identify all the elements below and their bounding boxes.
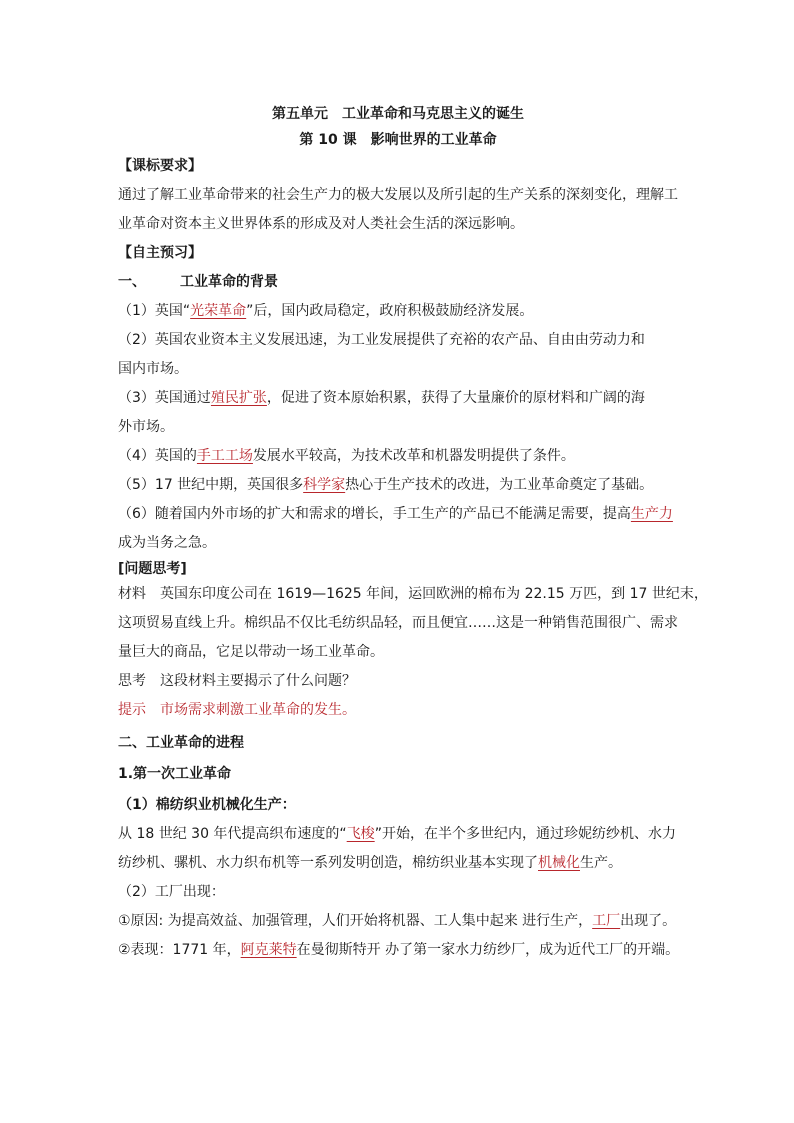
lesson-title: 第 10 课 影响世界的工业革命	[299, 132, 497, 148]
section1-title: 工业革命的背景	[180, 274, 278, 290]
keyword-arkwright: 阿克莱特	[240, 942, 297, 958]
document-page	[118, 96, 708, 965]
p2-line-b: ②表现：1771 年，阿克莱特在曼彻斯特开 办了第一家水力纺纱厂，成为近代工厂的开端。	[118, 942, 680, 958]
kebiao-heading: 【课标要求】	[118, 158, 202, 174]
preview-item-5: （5）17 世纪中期，英国很多科学家热心于生产技术的改进，为工业革命奠定了基础。	[118, 477, 654, 493]
keyword-flying-shuttle: 飞梭	[346, 826, 375, 842]
keyword-productivity: 生产力	[630, 506, 673, 522]
preview-item-4: （4）英国的手工工场发展水平较高，为技术改革和机器发明提供了条件。	[118, 448, 575, 464]
preview-item-2-cont: 国内市场。	[118, 361, 188, 377]
material-line-2: 这项贸易直线上升。棉织品不仅比毛纺织品轻，而且便宜……这是一种销售范围很广、需求	[118, 615, 678, 631]
keyword-workshop: 手工工场	[196, 448, 253, 464]
preview-item-1: （1）英国“光荣革命”后，国内政局稳定，政府积极鼓励经济发展。	[118, 303, 534, 319]
p1-line-a: 从 18 世纪 30 年代提高织布速度的“飞梭”开始，在半个多世纪内，通过珍妮纺纱机、水力	[118, 826, 676, 842]
preview-item-6: （6）随着国内外市场的扩大和需求的增长，手工生产的产品已不能满足需要，提高生产力	[118, 506, 673, 522]
section1-heading	[118, 268, 678, 297]
unit-title: 第五单元 工业革命和马克思主义的诞生	[272, 106, 524, 122]
section1-num: 一、	[118, 274, 146, 290]
kebiao-text-2: 业革命对资本主义世界体系的形成及对人类社会生活的深远影响。	[118, 216, 524, 232]
keyword-scientists: 科学家	[303, 477, 346, 493]
keyword-glorious-revolution: 光荣革命	[190, 303, 247, 319]
kebiao-text-1: 通过了解工业革命带来的社会生产力的极大发展以及所引起的生产关系的深刻变化，理解工	[118, 187, 678, 203]
yuxi-heading: 【自主预习】	[118, 245, 202, 261]
preview-item-3-cont: 外市场。	[118, 419, 174, 435]
p2-title: （2）工厂出现：	[118, 884, 225, 900]
material-line-3: 量巨大的商品，它足以带动一场工业革命。	[118, 644, 384, 660]
preview-item-6-cont: 成为当务之急。	[118, 535, 216, 551]
keyword-colonial-expansion: 殖民扩张	[210, 390, 267, 406]
keyword-mechanization: 机械化	[538, 855, 580, 871]
preview-item-2: （2）英国农业资本主义发展迅速，为工业发展提供了充裕的农产品、自由由劳动力和	[118, 332, 645, 348]
keyword-factory: 工厂	[592, 913, 621, 929]
p1-title: （1）棉纺织业机械化生产：	[118, 797, 296, 813]
wenti-heading: [问题思考]	[118, 561, 187, 577]
first-industrial-revolution: 1.第一次工业革命	[118, 766, 232, 782]
material-line-1: 材料 英国东印度公司在 1619—1625 年间，运回欧洲的棉布为 22.15 万匹，到 17 世纪末，	[118, 586, 708, 602]
think-question: 思考 这段材料主要揭示了什么问题？	[118, 673, 356, 689]
hint-answer: 提示 市场需求刺激工业革命的发生。	[118, 702, 356, 718]
section2-title: 二、工业革命的进程	[118, 735, 244, 751]
p1-line-b: 纺纱机、骡机、水力织布机等一系列发明创造，棉纺织业基本实现了机械化生产。	[118, 855, 622, 871]
preview-item-3: （3）英国通过殖民扩张，促进了资本原始积累，获得了大量廉价的原材料和广阔的海	[118, 390, 645, 406]
p2-line-a: ①原因: 为提高效益、加强管理，人们开始将机器、工人集中起来 进行生产，工厂出现了。	[118, 913, 677, 929]
